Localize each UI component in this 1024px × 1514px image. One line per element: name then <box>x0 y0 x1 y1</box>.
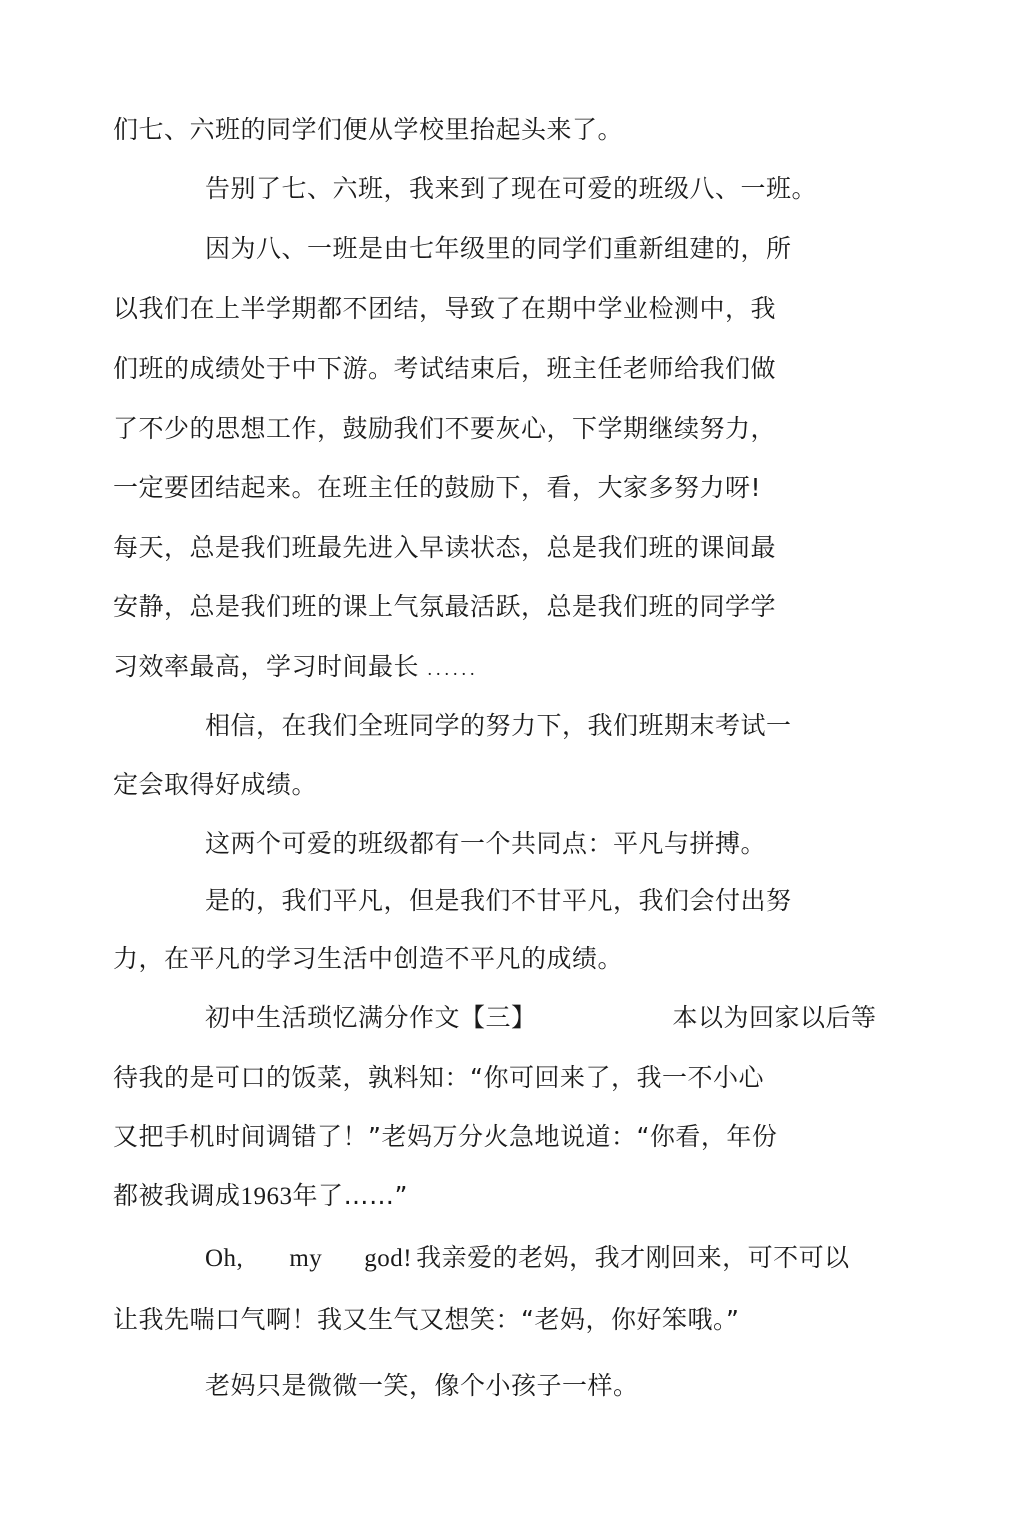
text-line: 每天，总是我们班最先进入早读状态，总是我们班的课间最 <box>113 533 777 562</box>
text-line <box>113 1179 408 1214</box>
text-line: 们七、六班的同学们便从学校里抬起头来了。 <box>113 115 624 144</box>
section-heading: 初中生活琐忆满分作文【三】 <box>205 1003 537 1032</box>
text-line: 一定要团结起来。在班主任的鼓励下，看，大家多努力呀! <box>113 473 762 502</box>
latin-word: Oh, <box>205 1245 244 1272</box>
text-line <box>113 650 478 686</box>
paragraph-line: 老妈只是微微一笑，像个小孩子一样。 <box>205 1371 639 1400</box>
paragraph-line: 相信，在我们全班同学的努力下，我们班期末考试一 <box>205 711 792 740</box>
text-line: 了不少的思想工作，鼓励我们不要灰心，下学期继续努力， <box>113 414 777 443</box>
latin-word: my <box>289 1245 323 1272</box>
text-line: 们班的成绩处于中下游。考试结束后，班主任老师给我们做 <box>113 354 777 383</box>
year-number: 1963 <box>240 1183 293 1210</box>
paragraph-line: 告别了七、六班，我来到了现在可爱的班级八、一班。 <box>205 174 818 203</box>
text-line: 待我的是可口的饭菜，孰料知：“你可回来了，我一不小心 <box>113 1063 764 1092</box>
text-segment: 习效率最高，学习时间最长 <box>113 652 420 681</box>
text-line: 又把手机时间调错了！”老妈万分火急地说道：“你看，年份 <box>113 1122 778 1151</box>
text-segment: 我亲爱的老妈，我才刚回来，可不可以 <box>416 1243 850 1272</box>
text-line: 让我先喘口气啊！我又生气又想笑：“老妈，你好笨哦。” <box>113 1305 740 1334</box>
text-segment: 本以为回家以后等 <box>672 1003 877 1032</box>
paragraph-line: 是的，我们平凡，但是我们不甘平凡，我们会付出努 <box>205 886 792 915</box>
text-segment: 都被我调成 <box>113 1181 241 1210</box>
text-line: 以我们在上半学期都不团结，导致了在期中学业检测中，我 <box>113 294 777 323</box>
ellipsis: ...... <box>427 659 479 679</box>
text-line: 力，在平凡的学习生活中创造不平凡的成绩。 <box>113 944 624 973</box>
text-line: 安静，总是我们班的课上气氛最活跃，总是我们班的同学学 <box>113 592 777 621</box>
latin-word: god! <box>364 1245 413 1272</box>
text-segment: 年了……” <box>292 1181 408 1210</box>
paragraph-line <box>205 1241 850 1276</box>
text-line: 定会取得好成绩。 <box>113 770 318 799</box>
paragraph-line: 这两个可爱的班级都有一个共同点：平凡与拼搏。 <box>205 829 767 858</box>
paragraph-line: 因为八、一班是由七年级里的同学们重新组建的，所 <box>205 234 792 263</box>
paragraph-line <box>205 1001 877 1035</box>
